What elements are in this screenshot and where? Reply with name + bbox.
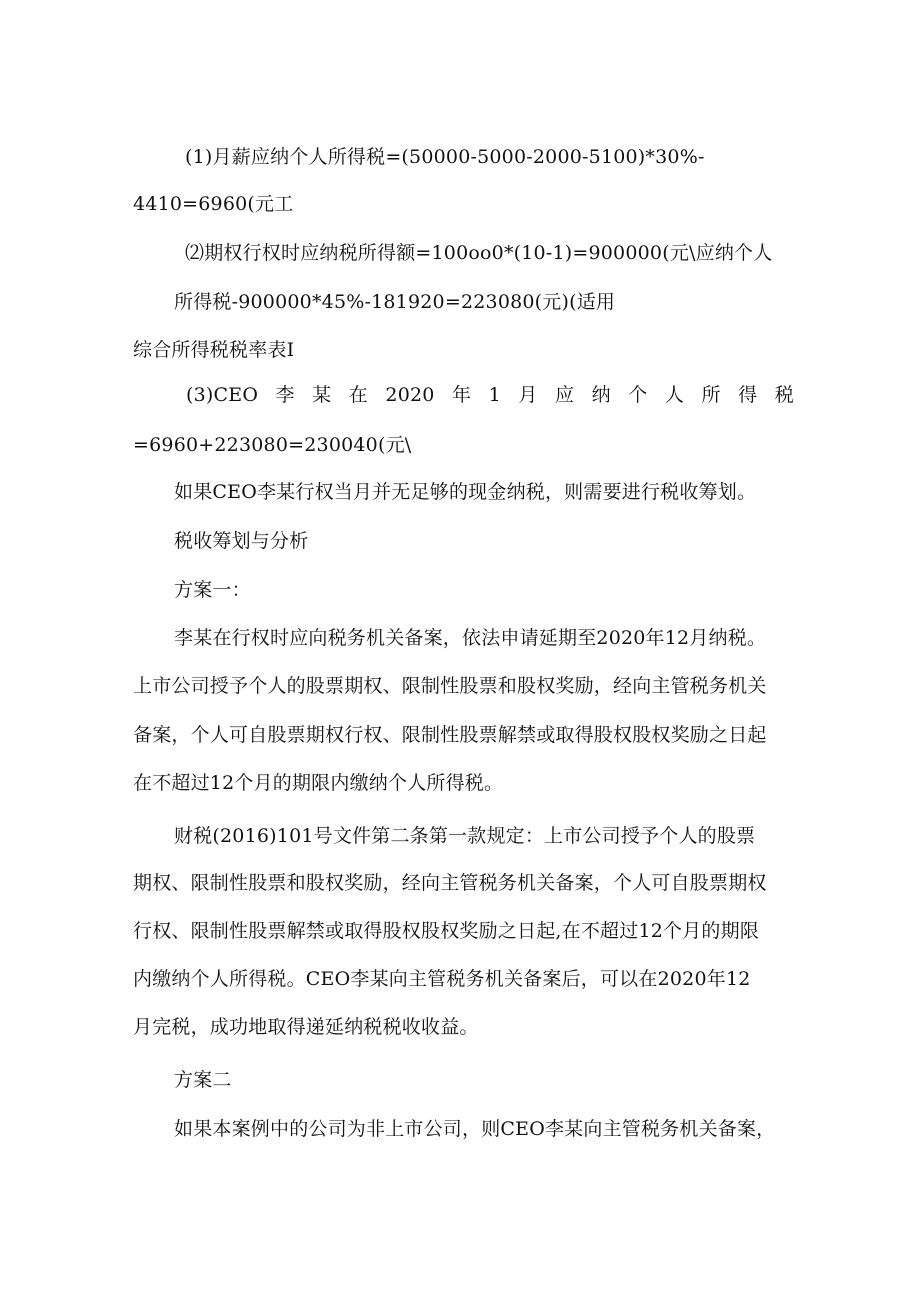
justified-word: (3)CEO (186, 384, 259, 406)
paragraph-line: 财税(2016)101号文件第二条第一款规定：上市公司授予个人的股票 (174, 825, 756, 847)
paragraph-line: 上市公司授予个人的股票期权、限制性股票和股权奖励，经向主管税务机关 (133, 675, 767, 697)
paragraph-line: 内缴纳个人所得税。CEO李某向主管税务机关备案后，可以在2020年12 (133, 968, 751, 990)
justified-word: 人 (664, 384, 685, 406)
paragraph-line: 期权、限制性股票和股权奖励，经向主管税务机关备案，个人可自股票期权 (133, 872, 767, 894)
paragraph-line: 李某在行权时应向税务机关备案，依法申请延期至2020年12月纳税。 (174, 627, 767, 649)
paragraph-line: ⑵期权行权时应纳税所得额=100oo0*(10-1)=900000(元\应纳个人 (185, 242, 773, 264)
justified-word: 李 (275, 384, 295, 406)
justified-word: 在 (348, 384, 368, 406)
justified-word: 纳 (591, 384, 611, 406)
justified-word: 月 (518, 384, 538, 406)
section-heading: 税收筹划与分析 (174, 530, 309, 552)
justified-word: 1 (488, 384, 501, 406)
justified-word: 某 (312, 384, 332, 406)
justified-word: 应 (554, 384, 575, 406)
paragraph-line: (1)月薪应纳个人所得税=(50000-5000-2000-5100)*30%- (185, 146, 705, 168)
paragraph-line: 4410=6960(元工 (133, 193, 294, 215)
justified-word: 2020 (385, 384, 435, 406)
paragraph-line: 综合所得税税率表Ⅰ (133, 339, 295, 361)
section-heading: 方案二 (174, 1069, 232, 1091)
paragraph-line: 在不超过12个月的期限内缴纳个人所得税。 (133, 772, 504, 794)
justified-paragraph-line (186, 382, 794, 408)
justified-word: 税 (774, 384, 794, 406)
justified-word: 年 (451, 384, 472, 406)
paragraph-line: 如果CEO李某行权当月并无足够的现金纳税，则需要进行税收筹划。 (174, 481, 757, 503)
paragraph-line: 如果本案例中的公司为非上市公司，则CEO李某向主管税务机关备案， (174, 1118, 776, 1140)
paragraph-line: 月完税，成功地取得递延纳税税收收益。 (133, 1016, 479, 1038)
justified-word: 得 (738, 384, 758, 406)
paragraph-line: =6960+223080=230040(元\ (133, 434, 412, 456)
paragraph-line: 所得税-900000*45%-181920=223080(元)(适用 (174, 291, 616, 313)
section-heading: 方案一： (174, 579, 251, 601)
paragraph-line: 备案，个人可自股票期权行权、限制性股票解禁或取得股权股权奖励之日起 (133, 724, 767, 746)
justified-word: 个 (628, 384, 648, 406)
justified-word: 所 (701, 384, 721, 406)
paragraph-line: 行权、限制性股票解禁或取得股权股权奖励之日起,在不超过12个月的期限 (133, 920, 760, 942)
